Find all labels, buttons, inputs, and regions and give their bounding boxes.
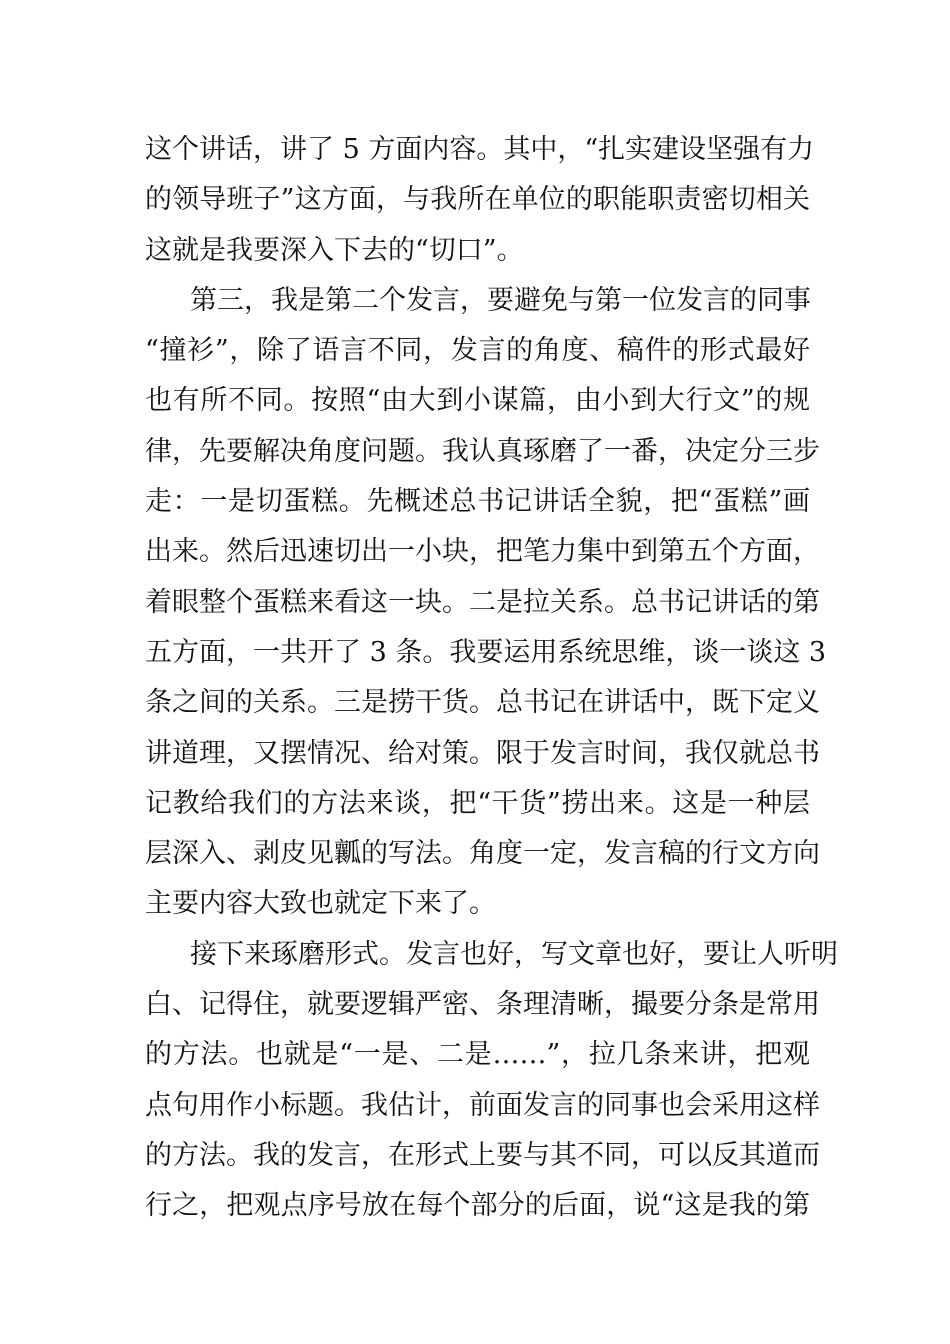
text-line: 走：一是切蛋糕。先概述总书记讲话全貌，把“蛋糕”画	[145, 486, 810, 518]
text-line: 这就是我要深入下去的“切口”。	[145, 234, 524, 266]
paragraph	[145, 125, 815, 276]
text-line: 这个讲话，讲了 5 方面内容。其中，“扎实建设坚强有力	[145, 134, 815, 165]
text-line: 的领导班子”这方面，与我所在单位的职能职责密切相关	[145, 184, 810, 216]
text-line: 律，先要解决角度问题。我认真琢磨了一番，决定分三步	[145, 435, 820, 467]
text-line: 第三，我是第二个发言，要避免与第一位发言的同事	[190, 284, 811, 316]
paragraph	[145, 276, 827, 930]
text-line: 主要内容大致也就定下来了。	[145, 888, 496, 920]
text-line: 的方法。我的发言，在形式上要与其不同，可以反其道而	[145, 1139, 820, 1171]
text-line: 也有所不同。按照“由大到小谋篇，由小到大行文”的规	[145, 385, 810, 417]
text-line: “撞衫”，除了语言不同，发言的角度、稿件的形式最好	[145, 335, 810, 367]
text-line: 着眼整个蛋糕来看这一块。二是拉关系。总书记讲话的第	[145, 586, 820, 618]
text-line: 出来。然后迅速切出一小块，把笔力集中到第五个方面，	[145, 536, 820, 568]
paragraph	[145, 930, 838, 1232]
text-line: 记教给我们的方法来谈，把“干货”捞出来。这是一种层	[145, 787, 810, 819]
text-line: 讲道理，又摆情况、给对策。限于发言时间，我仅就总书	[145, 737, 820, 769]
text-line: 层深入、剥皮见瓤的写法。角度一定，发言稿的行文方向	[145, 838, 820, 870]
text-line: 的方法。也就是“一是、二是……”，拉几条来讲，把观	[145, 1039, 810, 1071]
text-line: 行之，把观点序号放在每个部分的后面，说“这是我的第	[145, 1190, 810, 1222]
text-line: 白、记得住，就要逻辑严密、条理清晰，撮要分条是常用	[145, 989, 820, 1021]
text-line: 五方面，一共开了 3 条。我要运用系统思维，谈一谈这 3	[145, 636, 827, 668]
text-line: 接下来琢磨形式。发言也好，写文章也好，要让人听明	[190, 938, 838, 970]
text-line: 点句用作小标题。我估计，前面发言的同事也会采用这样	[145, 1089, 820, 1121]
text-line: 条之间的关系。三是捞干货。总书记在讲话中，既下定义	[145, 687, 820, 719]
document-body	[145, 125, 838, 1232]
